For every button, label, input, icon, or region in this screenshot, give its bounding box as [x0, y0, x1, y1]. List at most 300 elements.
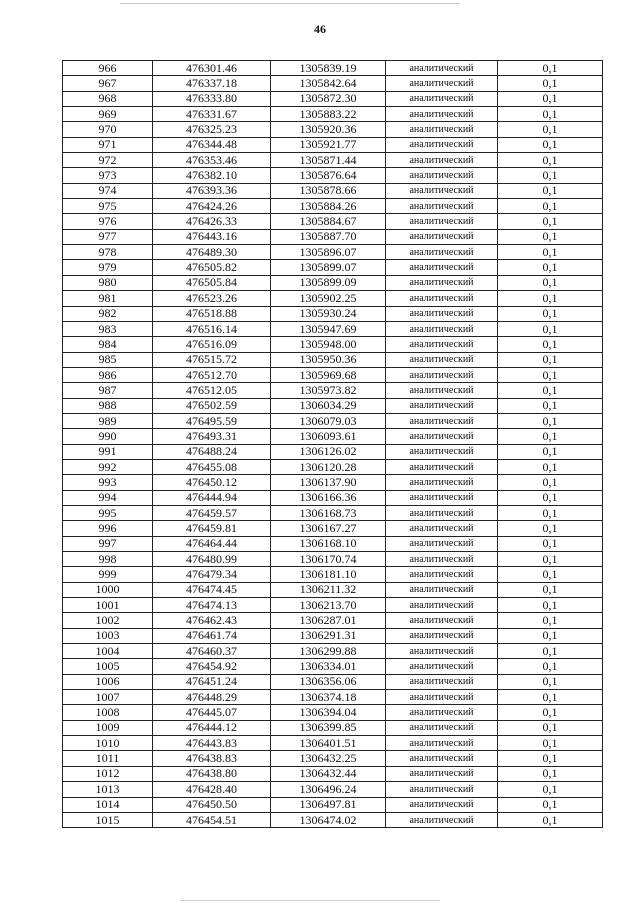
point-number-cell: 973: [63, 168, 153, 183]
x-coordinate-cell: 476459.81: [153, 521, 271, 536]
top-scan-line: [120, 3, 460, 4]
point-number-cell: 1008: [63, 705, 153, 720]
y-coordinate-cell: 1305921.77: [271, 137, 386, 152]
method-cell: аналитический: [386, 107, 498, 122]
table-row: [63, 214, 603, 229]
table-row: [63, 644, 603, 659]
x-coordinate-cell: 476461.74: [153, 628, 271, 643]
table-row: [63, 567, 603, 582]
method-cell: аналитический: [386, 199, 498, 214]
table-row: [63, 736, 603, 751]
y-coordinate-cell: 1306374.18: [271, 690, 386, 705]
y-coordinate-cell: 1306211.32: [271, 582, 386, 597]
point-number-cell: 995: [63, 505, 153, 520]
point-number-cell: 982: [63, 306, 153, 321]
table-row: [63, 91, 603, 106]
accuracy-cell: 0,1: [498, 751, 603, 766]
accuracy-cell: 0,1: [498, 367, 603, 382]
x-coordinate-cell: 476515.72: [153, 352, 271, 367]
table-row: [63, 659, 603, 674]
accuracy-cell: 0,1: [498, 475, 603, 490]
table-row: [63, 383, 603, 398]
point-number-cell: 980: [63, 275, 153, 290]
method-cell: аналитический: [386, 490, 498, 505]
accuracy-cell: 0,1: [498, 352, 603, 367]
accuracy-cell: 0,1: [498, 291, 603, 306]
accuracy-cell: 0,1: [498, 705, 603, 720]
table-row: [63, 245, 603, 260]
table-row: [63, 521, 603, 536]
point-number-cell: 999: [63, 567, 153, 582]
method-cell: аналитический: [386, 444, 498, 459]
y-coordinate-cell: 1306213.70: [271, 598, 386, 613]
accuracy-cell: 0,1: [498, 429, 603, 444]
y-coordinate-cell: 1305878.66: [271, 183, 386, 198]
method-cell: аналитический: [386, 459, 498, 474]
x-coordinate-cell: 476462.43: [153, 613, 271, 628]
method-cell: аналитический: [386, 613, 498, 628]
x-coordinate-cell: 476424.26: [153, 199, 271, 214]
table-row: [63, 751, 603, 766]
table-row: [63, 444, 603, 459]
x-coordinate-cell: 476495.59: [153, 413, 271, 428]
accuracy-cell: 0,1: [498, 137, 603, 152]
point-number-cell: 972: [63, 153, 153, 168]
method-cell: аналитический: [386, 690, 498, 705]
accuracy-cell: 0,1: [498, 552, 603, 567]
x-coordinate-cell: 476464.44: [153, 536, 271, 551]
x-coordinate-cell: 476444.12: [153, 720, 271, 735]
y-coordinate-cell: 1306170.74: [271, 552, 386, 567]
y-coordinate-cell: 1305896.07: [271, 245, 386, 260]
y-coordinate-cell: 1306079.03: [271, 413, 386, 428]
accuracy-cell: 0,1: [498, 214, 603, 229]
method-cell: аналитический: [386, 76, 498, 91]
x-coordinate-cell: 476474.13: [153, 598, 271, 613]
table-row: [63, 628, 603, 643]
accuracy-cell: 0,1: [498, 782, 603, 797]
method-cell: аналитический: [386, 705, 498, 720]
table-row: [63, 782, 603, 797]
x-coordinate-cell: 476455.08: [153, 459, 271, 474]
x-coordinate-cell: 476493.31: [153, 429, 271, 444]
method-cell: аналитический: [386, 505, 498, 520]
accuracy-cell: 0,1: [498, 383, 603, 398]
method-cell: аналитический: [386, 291, 498, 306]
point-number-cell: 967: [63, 76, 153, 91]
x-coordinate-cell: 476488.24: [153, 444, 271, 459]
y-coordinate-cell: 1306474.02: [271, 812, 386, 827]
point-number-cell: 996: [63, 521, 153, 536]
point-number-cell: 983: [63, 321, 153, 336]
y-coordinate-cell: 1306166.36: [271, 490, 386, 505]
x-coordinate-cell: 476450.50: [153, 797, 271, 812]
point-number-cell: 966: [63, 61, 153, 76]
x-coordinate-cell: 476518.88: [153, 306, 271, 321]
y-coordinate-cell: 1305884.67: [271, 214, 386, 229]
y-coordinate-cell: 1305872.30: [271, 91, 386, 106]
y-coordinate-cell: 1305930.24: [271, 306, 386, 321]
method-cell: аналитический: [386, 674, 498, 689]
accuracy-cell: 0,1: [498, 674, 603, 689]
point-number-cell: 970: [63, 122, 153, 137]
method-cell: аналитический: [386, 367, 498, 382]
point-number-cell: 1001: [63, 598, 153, 613]
x-coordinate-cell: 476489.30: [153, 245, 271, 260]
method-cell: аналитический: [386, 229, 498, 244]
y-coordinate-cell: 1306126.02: [271, 444, 386, 459]
method-cell: аналитический: [386, 214, 498, 229]
accuracy-cell: 0,1: [498, 337, 603, 352]
x-coordinate-cell: 476426.33: [153, 214, 271, 229]
y-coordinate-cell: 1306168.73: [271, 505, 386, 520]
method-cell: аналитический: [386, 321, 498, 336]
table-row: [63, 352, 603, 367]
table-row: [63, 674, 603, 689]
method-cell: аналитический: [386, 337, 498, 352]
table-row: [63, 536, 603, 551]
y-coordinate-cell: 1306299.88: [271, 644, 386, 659]
y-coordinate-cell: 1305899.07: [271, 260, 386, 275]
table-row: [63, 229, 603, 244]
method-cell: аналитический: [386, 137, 498, 152]
y-coordinate-cell: 1306137.90: [271, 475, 386, 490]
accuracy-cell: 0,1: [498, 613, 603, 628]
point-number-cell: 1002: [63, 613, 153, 628]
y-coordinate-cell: 1306394.04: [271, 705, 386, 720]
x-coordinate-cell: 476331.67: [153, 107, 271, 122]
accuracy-cell: 0,1: [498, 536, 603, 551]
point-number-cell: 1007: [63, 690, 153, 705]
method-cell: аналитический: [386, 383, 498, 398]
point-number-cell: 993: [63, 475, 153, 490]
table-row: [63, 398, 603, 413]
x-coordinate-cell: 476523.26: [153, 291, 271, 306]
table-row: [63, 260, 603, 275]
point-number-cell: 978: [63, 245, 153, 260]
x-coordinate-cell: 476479.34: [153, 567, 271, 582]
point-number-cell: 1014: [63, 797, 153, 812]
table-row: [63, 598, 603, 613]
table-row: [63, 720, 603, 735]
point-number-cell: 1010: [63, 736, 153, 751]
x-coordinate-cell: 476474.45: [153, 582, 271, 597]
point-number-cell: 1015: [63, 812, 153, 827]
method-cell: аналитический: [386, 413, 498, 428]
point-number-cell: 989: [63, 413, 153, 428]
y-coordinate-cell: 1306497.81: [271, 797, 386, 812]
table-row: [63, 797, 603, 812]
accuracy-cell: 0,1: [498, 275, 603, 290]
method-cell: аналитический: [386, 736, 498, 751]
y-coordinate-cell: 1306093.61: [271, 429, 386, 444]
method-cell: аналитический: [386, 306, 498, 321]
x-coordinate-cell: 476448.29: [153, 690, 271, 705]
y-coordinate-cell: 1305969.68: [271, 367, 386, 382]
point-number-cell: 969: [63, 107, 153, 122]
method-cell: аналитический: [386, 659, 498, 674]
method-cell: аналитический: [386, 61, 498, 76]
y-coordinate-cell: 1305876.64: [271, 168, 386, 183]
point-number-cell: 998: [63, 552, 153, 567]
table-row: [63, 413, 603, 428]
y-coordinate-cell: 1305899.09: [271, 275, 386, 290]
table-row: [63, 505, 603, 520]
accuracy-cell: 0,1: [498, 321, 603, 336]
y-coordinate-cell: 1306432.25: [271, 751, 386, 766]
table-row: [63, 306, 603, 321]
x-coordinate-cell: 476505.82: [153, 260, 271, 275]
accuracy-cell: 0,1: [498, 797, 603, 812]
y-coordinate-cell: 1306181.10: [271, 567, 386, 582]
method-cell: аналитический: [386, 644, 498, 659]
method-cell: аналитический: [386, 153, 498, 168]
point-number-cell: 1005: [63, 659, 153, 674]
x-coordinate-cell: 476512.70: [153, 367, 271, 382]
x-coordinate-cell: 476325.23: [153, 122, 271, 137]
x-coordinate-cell: 476438.83: [153, 751, 271, 766]
y-coordinate-cell: 1305839.19: [271, 61, 386, 76]
y-coordinate-cell: 1305884.26: [271, 199, 386, 214]
x-coordinate-cell: 476460.37: [153, 644, 271, 659]
point-number-cell: 1000: [63, 582, 153, 597]
method-cell: аналитический: [386, 352, 498, 367]
method-cell: аналитический: [386, 183, 498, 198]
accuracy-cell: 0,1: [498, 199, 603, 214]
x-coordinate-cell: 476382.10: [153, 168, 271, 183]
point-number-cell: 1012: [63, 766, 153, 781]
accuracy-cell: 0,1: [498, 168, 603, 183]
x-coordinate-cell: 476502.59: [153, 398, 271, 413]
method-cell: аналитический: [386, 797, 498, 812]
accuracy-cell: 0,1: [498, 582, 603, 597]
point-number-cell: 997: [63, 536, 153, 551]
y-coordinate-cell: 1305871.44: [271, 153, 386, 168]
accuracy-cell: 0,1: [498, 444, 603, 459]
accuracy-cell: 0,1: [498, 720, 603, 735]
point-number-cell: 976: [63, 214, 153, 229]
point-number-cell: 994: [63, 490, 153, 505]
y-coordinate-cell: 1305948.00: [271, 337, 386, 352]
y-coordinate-cell: 1306401.51: [271, 736, 386, 751]
x-coordinate-cell: 476445.07: [153, 705, 271, 720]
accuracy-cell: 0,1: [498, 260, 603, 275]
x-coordinate-cell: 476337.18: [153, 76, 271, 91]
table-row: [63, 337, 603, 352]
coordinates-table-body: [63, 61, 603, 828]
table-row: [63, 291, 603, 306]
x-coordinate-cell: 476516.14: [153, 321, 271, 336]
table-row: [63, 275, 603, 290]
point-number-cell: 1013: [63, 782, 153, 797]
accuracy-cell: 0,1: [498, 61, 603, 76]
point-number-cell: 1004: [63, 644, 153, 659]
x-coordinate-cell: 476428.40: [153, 782, 271, 797]
point-number-cell: 991: [63, 444, 153, 459]
method-cell: аналитический: [386, 582, 498, 597]
accuracy-cell: 0,1: [498, 107, 603, 122]
table-row: [63, 76, 603, 91]
table-row: [63, 552, 603, 567]
y-coordinate-cell: 1306168.10: [271, 536, 386, 551]
method-cell: аналитический: [386, 122, 498, 137]
method-cell: аналитический: [386, 398, 498, 413]
table-row: [63, 429, 603, 444]
method-cell: аналитический: [386, 628, 498, 643]
y-coordinate-cell: 1305950.36: [271, 352, 386, 367]
table-row: [63, 490, 603, 505]
x-coordinate-cell: 476505.84: [153, 275, 271, 290]
x-coordinate-cell: 476443.16: [153, 229, 271, 244]
accuracy-cell: 0,1: [498, 490, 603, 505]
x-coordinate-cell: 476344.48: [153, 137, 271, 152]
page-number: 46: [314, 22, 326, 36]
accuracy-cell: 0,1: [498, 245, 603, 260]
point-number-cell: 975: [63, 199, 153, 214]
x-coordinate-cell: 476512.05: [153, 383, 271, 398]
y-coordinate-cell: 1306334.01: [271, 659, 386, 674]
point-number-cell: 971: [63, 137, 153, 152]
method-cell: аналитический: [386, 720, 498, 735]
method-cell: аналитический: [386, 567, 498, 582]
accuracy-cell: 0,1: [498, 76, 603, 91]
point-number-cell: 988: [63, 398, 153, 413]
x-coordinate-cell: 476353.46: [153, 153, 271, 168]
point-number-cell: 992: [63, 459, 153, 474]
point-number-cell: 977: [63, 229, 153, 244]
accuracy-cell: 0,1: [498, 567, 603, 582]
y-coordinate-cell: 1306356.06: [271, 674, 386, 689]
accuracy-cell: 0,1: [498, 459, 603, 474]
table-row: [63, 613, 603, 628]
accuracy-cell: 0,1: [498, 306, 603, 321]
x-coordinate-cell: 476450.12: [153, 475, 271, 490]
accuracy-cell: 0,1: [498, 229, 603, 244]
point-number-cell: 984: [63, 337, 153, 352]
y-coordinate-cell: 1306167.27: [271, 521, 386, 536]
method-cell: аналитический: [386, 275, 498, 290]
x-coordinate-cell: 476480.99: [153, 552, 271, 567]
y-coordinate-cell: 1306120.28: [271, 459, 386, 474]
accuracy-cell: 0,1: [498, 505, 603, 520]
accuracy-cell: 0,1: [498, 91, 603, 106]
method-cell: аналитический: [386, 521, 498, 536]
table-row: [63, 459, 603, 474]
x-coordinate-cell: 476516.09: [153, 337, 271, 352]
coordinates-table: [62, 60, 603, 828]
point-number-cell: 1009: [63, 720, 153, 735]
accuracy-cell: 0,1: [498, 659, 603, 674]
point-number-cell: 974: [63, 183, 153, 198]
table-row: [63, 367, 603, 382]
table-row: [63, 183, 603, 198]
table-row: [63, 812, 603, 827]
accuracy-cell: 0,1: [498, 644, 603, 659]
x-coordinate-cell: 476438.80: [153, 766, 271, 781]
x-coordinate-cell: 476301.46: [153, 61, 271, 76]
y-coordinate-cell: 1306034.29: [271, 398, 386, 413]
x-coordinate-cell: 476451.24: [153, 674, 271, 689]
x-coordinate-cell: 476333.80: [153, 91, 271, 106]
x-coordinate-cell: 476454.51: [153, 812, 271, 827]
table-row: [63, 690, 603, 705]
table-row: [63, 168, 603, 183]
y-coordinate-cell: 1306399.85: [271, 720, 386, 735]
bottom-scan-line: [180, 900, 440, 901]
table-row: [63, 321, 603, 336]
method-cell: аналитический: [386, 812, 498, 827]
accuracy-cell: 0,1: [498, 736, 603, 751]
x-coordinate-cell: 476459.57: [153, 505, 271, 520]
x-coordinate-cell: 476393.36: [153, 183, 271, 198]
method-cell: аналитический: [386, 552, 498, 567]
y-coordinate-cell: 1305920.36: [271, 122, 386, 137]
point-number-cell: 990: [63, 429, 153, 444]
table-row: [63, 107, 603, 122]
method-cell: аналитический: [386, 598, 498, 613]
table-row: [63, 475, 603, 490]
accuracy-cell: 0,1: [498, 153, 603, 168]
method-cell: аналитический: [386, 536, 498, 551]
point-number-cell: 968: [63, 91, 153, 106]
point-number-cell: 1003: [63, 628, 153, 643]
table-row: [63, 137, 603, 152]
accuracy-cell: 0,1: [498, 598, 603, 613]
accuracy-cell: 0,1: [498, 628, 603, 643]
accuracy-cell: 0,1: [498, 413, 603, 428]
table-row: [63, 705, 603, 720]
y-coordinate-cell: 1306432.44: [271, 766, 386, 781]
point-number-cell: 981: [63, 291, 153, 306]
x-coordinate-cell: 476443.83: [153, 736, 271, 751]
point-number-cell: 985: [63, 352, 153, 367]
method-cell: аналитический: [386, 475, 498, 490]
method-cell: аналитический: [386, 766, 498, 781]
table-row: [63, 582, 603, 597]
method-cell: аналитический: [386, 429, 498, 444]
point-number-cell: 987: [63, 383, 153, 398]
point-number-cell: 979: [63, 260, 153, 275]
table-row: [63, 199, 603, 214]
method-cell: аналитический: [386, 168, 498, 183]
point-number-cell: 1006: [63, 674, 153, 689]
table-row: [63, 122, 603, 137]
point-number-cell: 1011: [63, 751, 153, 766]
method-cell: аналитический: [386, 91, 498, 106]
accuracy-cell: 0,1: [498, 122, 603, 137]
method-cell: аналитический: [386, 245, 498, 260]
y-coordinate-cell: 1306291.31: [271, 628, 386, 643]
accuracy-cell: 0,1: [498, 398, 603, 413]
method-cell: аналитический: [386, 260, 498, 275]
accuracy-cell: 0,1: [498, 812, 603, 827]
y-coordinate-cell: 1305842.64: [271, 76, 386, 91]
point-number-cell: 986: [63, 367, 153, 382]
y-coordinate-cell: 1305883.22: [271, 107, 386, 122]
accuracy-cell: 0,1: [498, 183, 603, 198]
accuracy-cell: 0,1: [498, 521, 603, 536]
y-coordinate-cell: 1305973.82: [271, 383, 386, 398]
accuracy-cell: 0,1: [498, 690, 603, 705]
y-coordinate-cell: 1306496.24: [271, 782, 386, 797]
table-row: [63, 61, 603, 76]
y-coordinate-cell: 1305887.70: [271, 229, 386, 244]
method-cell: аналитический: [386, 782, 498, 797]
y-coordinate-cell: 1306287.01: [271, 613, 386, 628]
table-row: [63, 766, 603, 781]
y-coordinate-cell: 1305902.25: [271, 291, 386, 306]
table-row: [63, 153, 603, 168]
